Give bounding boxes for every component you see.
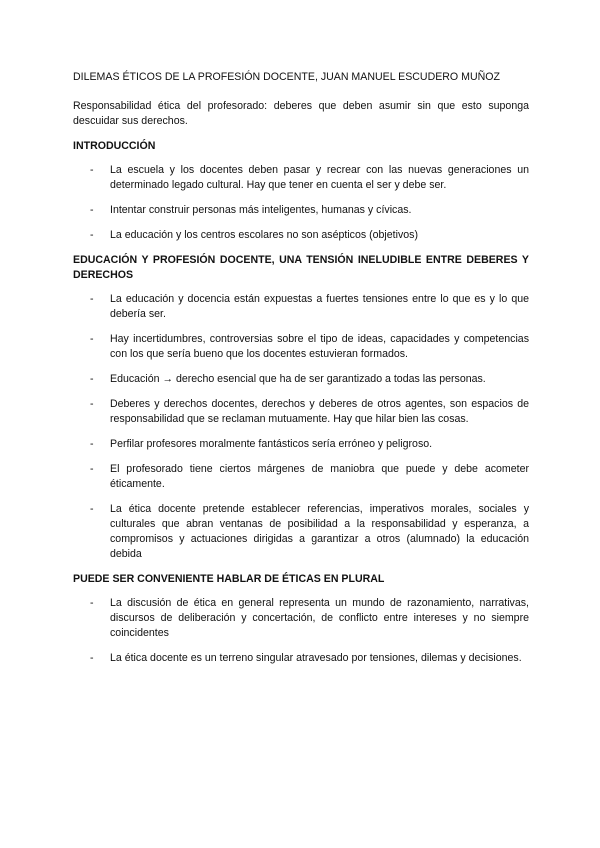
bullet-dash: -: [90, 597, 94, 609]
list-item: [73, 502, 529, 562]
document-title: DILEMAS ÉTICOS DE LA PROFESIÓN DOCENTE, JUAN MANUEL ESCUDERO MUÑOZ: [73, 71, 500, 83]
list-item-text: La educación y docencia están expuestas a fuertes tensiones entre lo que es y lo que debería ser.: [110, 293, 529, 320]
list-item-text: La ética docente es un terreno singular atravesado por tensiones, dilemas y decisiones.: [110, 652, 522, 664]
list-item: [73, 203, 529, 218]
list-item-text: Educación → derecho esencial que ha de ser garantizado a todas las personas.: [110, 373, 486, 385]
list-item-text: La educación y los centros escolares no son asépticos (objetivos): [110, 229, 418, 241]
list-item-text: La escuela y los docentes deben pasar y recrear con las nuevas generaciones un determinado legado cultural. Hay que tener en cuenta el ser y debe ser.: [110, 164, 529, 191]
list-item-text: La ética docente pretende establecer referencias, imperativos morales, sociales y culturales que abran ventanas de posibilidad a la responsabilidad y esperanza, a compromisos y actuaciones dirigidas a garantizar a otros (alumnado) la educación debida: [110, 503, 529, 560]
bullet-dash: -: [90, 333, 94, 345]
section-heading-educacion: EDUCACIÓN Y PROFESIÓN DOCENTE, UNA TENSIÓN INELUDIBLE ENTRE DEBERES Y DERECHOS: [73, 254, 529, 281]
list-item-text: El profesorado tiene ciertos márgenes de maniobra que puede y debe acometer éticamente.: [110, 463, 529, 490]
section-heading-eticas-plural: PUEDE SER CONVENIENTE HABLAR DE ÉTICAS EN PLURAL: [73, 573, 385, 585]
bullet-list-eticas-plural: [73, 596, 529, 666]
list-item: [73, 596, 529, 641]
bullet-dash: -: [90, 438, 94, 450]
document-page: [73, 70, 529, 676]
list-item: [73, 651, 529, 666]
bullet-dash: -: [90, 463, 94, 475]
list-item: [73, 292, 529, 322]
bullet-dash: -: [90, 293, 94, 305]
bullet-dash: -: [90, 164, 94, 176]
bullet-list-educacion: [73, 292, 529, 562]
list-item: [73, 397, 529, 427]
list-item: [73, 228, 529, 243]
bullet-dash: -: [90, 503, 94, 515]
list-item: [73, 372, 529, 387]
list-item: [73, 462, 529, 492]
intro-paragraph: Responsabilidad ética del profesorado: deberes que deben asumir sin que esto suponga descuidar sus derechos.: [73, 100, 529, 127]
list-item-text: La discusión de ética en general representa un mundo de razonamiento, narrativas, discursos de deliberación y concertación, de conflicto entre intereses y no siempre coincidentes: [110, 597, 529, 639]
list-item-text: Hay incertidumbres, controversias sobre el tipo de ideas, capacidades y competencias con los que sería bueno que los docentes estuvieran formados.: [110, 333, 529, 360]
bullet-dash: -: [90, 652, 94, 664]
section-heading-introduccion: INTRODUCCIÓN: [73, 140, 156, 152]
list-item-text: Intentar construir personas más inteligentes, humanas y cívicas.: [110, 204, 412, 216]
list-item: [73, 163, 529, 193]
list-item-text: Deberes y derechos docentes, derechos y deberes de otros agentes, son espacios de responsabilidad que se reclaman mutuamente. Hay que hilar bien las cosas.: [110, 398, 529, 425]
list-item-text: Perfilar profesores moralmente fantásticos sería erróneo y peligroso.: [110, 438, 433, 450]
bullet-list-introduccion: [73, 163, 529, 243]
bullet-dash: -: [90, 229, 94, 241]
list-item: [73, 437, 529, 452]
bullet-dash: -: [90, 373, 94, 385]
bullet-dash: -: [90, 204, 94, 216]
bullet-dash: -: [90, 398, 94, 410]
list-item: [73, 332, 529, 362]
